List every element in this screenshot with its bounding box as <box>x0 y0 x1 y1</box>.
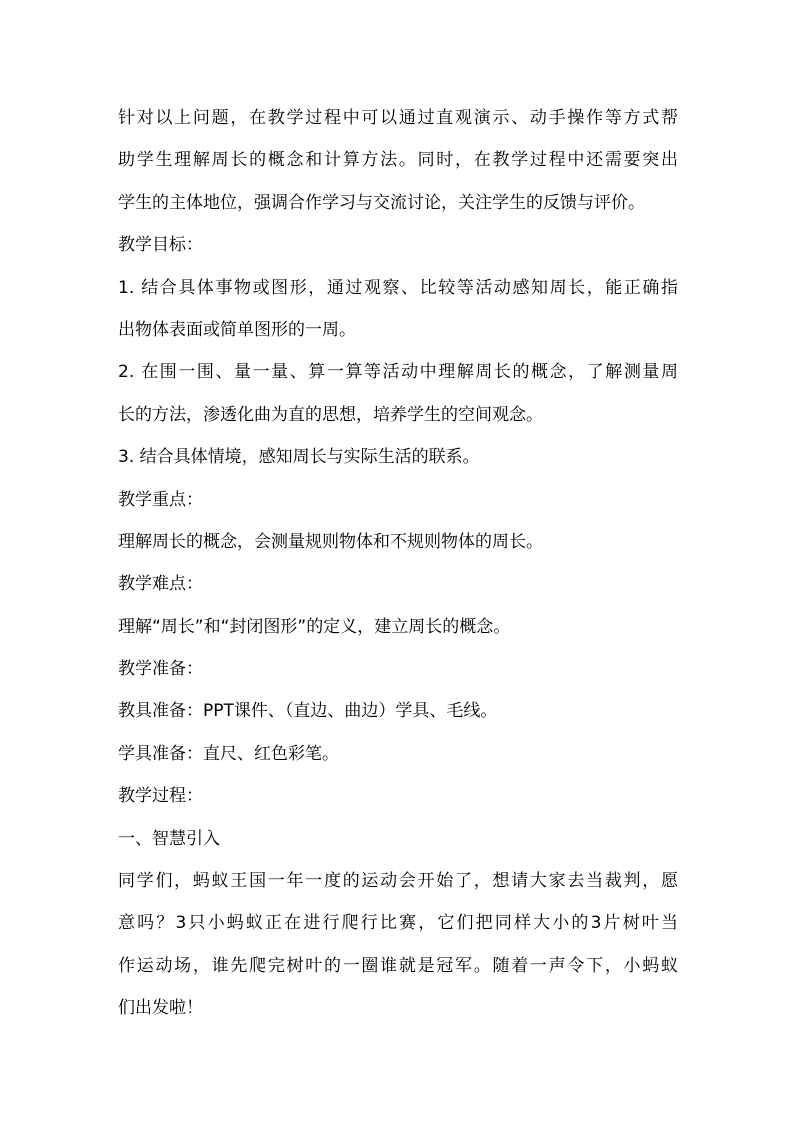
objective-item-line: 出物体表面或简单图形的一周。 <box>118 319 356 340</box>
process-heading: 教学过程： <box>118 786 203 807</box>
intro-paragraph-line: 助学生理解周长的概念和计算方法。同时，在教学过程中还需要突出 <box>118 150 678 171</box>
objectives-heading: 教学目标： <box>118 235 203 256</box>
intro-paragraph-line: 针对以上问题，在教学过程中可以通过直观演示、动手操作等方式帮 <box>118 108 678 128</box>
difficulties-heading: 教学难点： <box>118 574 203 595</box>
difficulties-text: 理解“周长”和“封闭图形”的定义，建立周长的概念。 <box>118 616 511 637</box>
preparation-heading: 教学准备： <box>118 659 203 680</box>
intro-paragraph-line: 学生的主体地位，强调合作学习与交流讨论，关注学生的反馈与评价。 <box>118 192 645 213</box>
document-body <box>118 97 678 1030</box>
key-points-text: 理解周长的概念，会测量规则物体和不规则物体的周长。 <box>118 531 543 552</box>
section-one-title: 一、智慧引入 <box>118 828 220 849</box>
section-one-paragraph-line: 们出发啦！ <box>118 998 203 1019</box>
section-one-paragraph-line: 同学们，蚂蚁王国一年一度的运动会开始了，想请大家去当裁判，愿 <box>118 871 678 892</box>
section-one-paragraph-line: 意吗？3只小蚂蚁正在进行爬行比赛，它们把同样大小的3片树叶当 <box>118 913 678 934</box>
key-points-heading: 教学重点： <box>118 489 203 510</box>
objective-item-line: 1. 结合具体事物或图形，通过观察、比较等活动感知周长，能正确指 <box>118 277 678 298</box>
teacher-preparation: 教具准备：PPT课件、（直边、曲边）学具、毛线。 <box>118 701 498 722</box>
objective-item-line: 2. 在围一围、量一量、算一算等活动中理解周长的概念，了解测量周 <box>118 362 678 383</box>
section-one-paragraph-line: 作运动场，谁先爬完树叶的一圈谁就是冠军。随着一声令下，小蚂蚁 <box>118 955 678 976</box>
objective-item-line: 长的方法，渗透化曲为直的思想，培养学生的空间观念。 <box>118 404 543 425</box>
objective-item-line: 3. 结合具体情境，感知周长与实际生活的联系。 <box>118 447 480 468</box>
student-preparation: 学具准备：直尺、红色彩笔。 <box>118 743 339 764</box>
